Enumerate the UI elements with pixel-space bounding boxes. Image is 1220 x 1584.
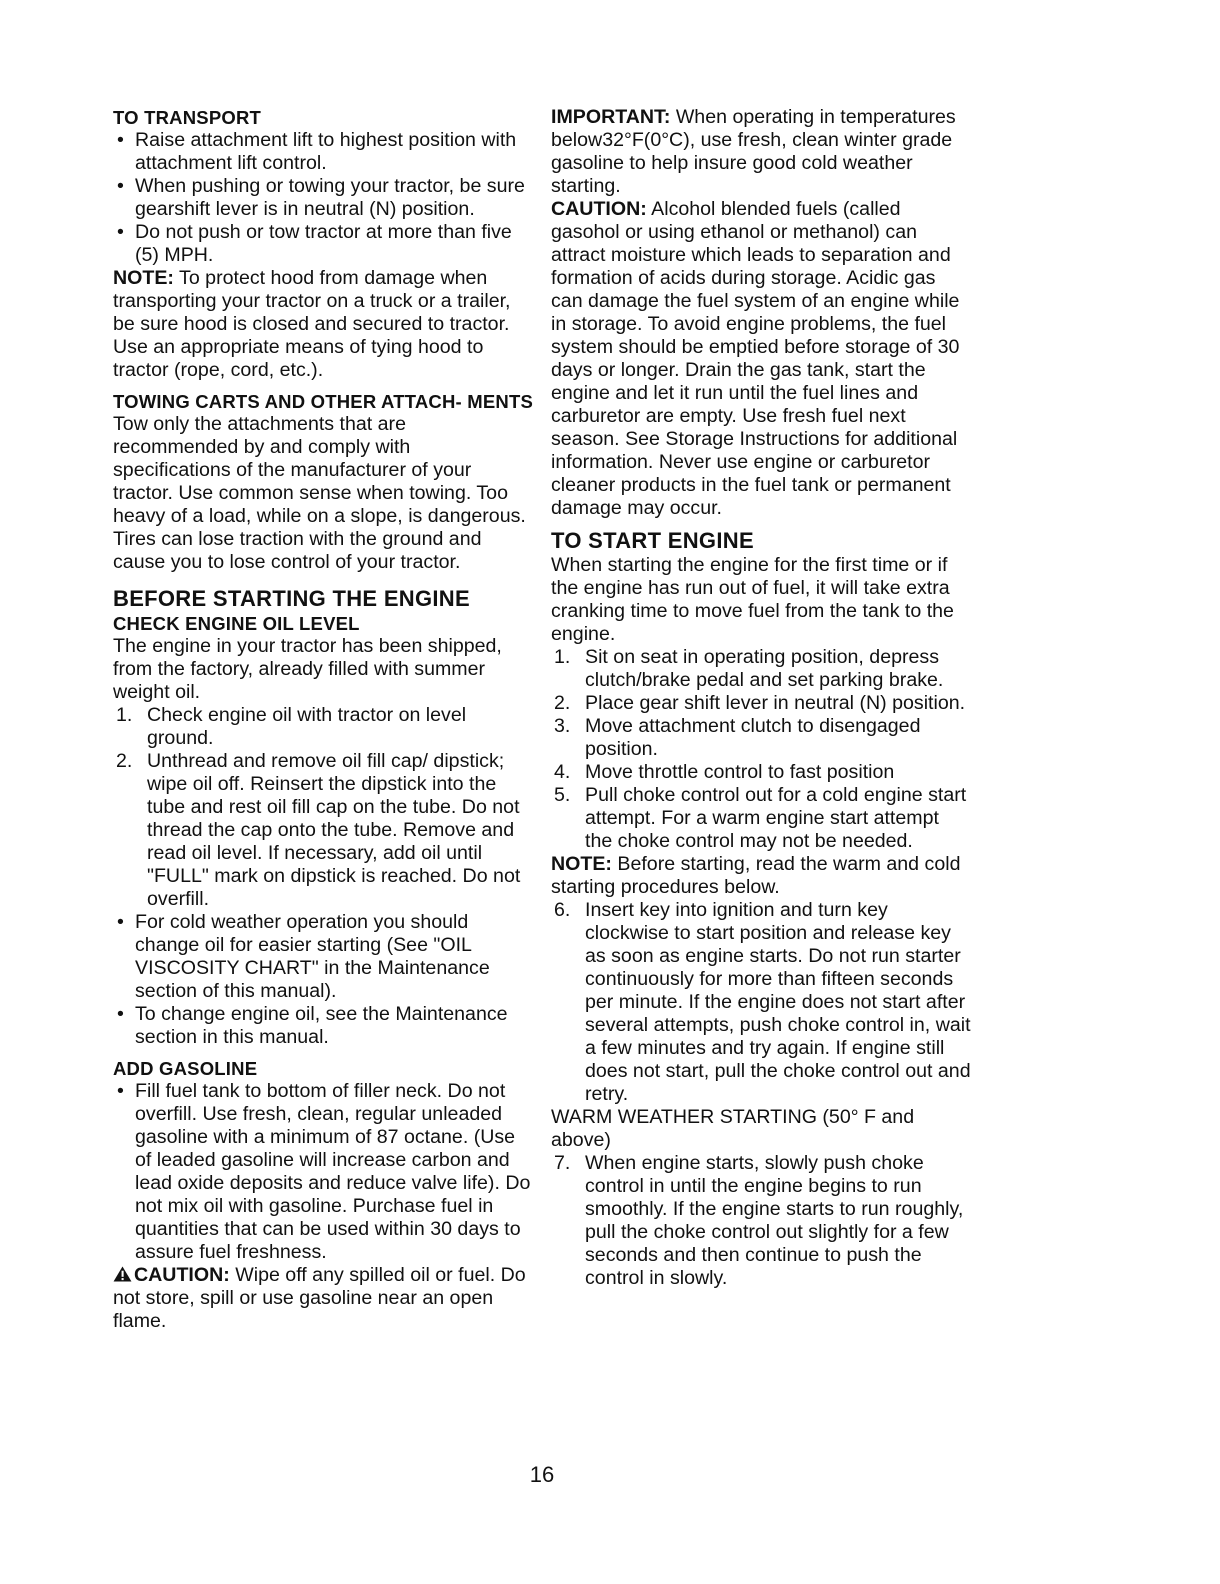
- page-number: 16: [529, 1462, 555, 1487]
- step-text: Check engine oil with tractor on level ground.: [147, 704, 467, 749]
- step-number: 2.: [116, 750, 133, 772]
- step-number: 7.: [554, 1152, 571, 1174]
- gasoline-list: [113, 1080, 533, 1264]
- oil-step: [113, 750, 533, 911]
- step-number: 6.: [554, 899, 571, 921]
- oil-steps: [113, 704, 533, 911]
- oil-intro: The engine in your tractor has been shipped, from the factory, already filled with summer weight oil.: [113, 635, 502, 703]
- step-number: 3.: [554, 715, 571, 737]
- transport-heading: TO TRANSPORT: [113, 107, 262, 128]
- start-step: [551, 646, 971, 692]
- step-number: 4.: [554, 761, 571, 783]
- important-label: IMPORTANT:: [551, 106, 671, 128]
- left-column: [113, 106, 533, 1333]
- note-label: NOTE:: [551, 853, 612, 875]
- step-text: Unthread and remove oil fill cap/ dipstick; wipe oil off. Reinsert the dipstick into the tube and rest oil fill cap on the tube. Do not thread the cap onto the tube. Remove and read oil level. If necessary, add oil until "FULL" mark on dipstick is reached. Do not overfill.: [147, 750, 521, 910]
- transport-bullet: • Raise attachment lift to highest position with attachment lift control.: [113, 129, 533, 175]
- transport-bullet: • When pushing or towing your tractor, be sure gearshift lever is in neutral (N) position.: [113, 175, 533, 221]
- start-step: [551, 761, 971, 784]
- alcohol-caution: [551, 198, 971, 520]
- start-note: [551, 853, 971, 899]
- caution-text: Alcohol blended fuels (called gasohol or using ethanol or methanol) can attract moisture which leads to separation and formation of acids during storage. Acidic gas can damage the fuel system of an engine while in storage. To avoid engine problems, the fuel system should be emptied before storage of 30 days or longer. Drain the gas tank, start the engine and let it run until the fuel lines and carburetor are empty. Use fresh fuel next season. See Storage Instructions for additional information. Never use engine or carburetor cleaner products in the fuel tank or permanent damage may occur.: [551, 198, 960, 519]
- towing-heading: TOWING CARTS AND OTHER ATTACH- MENTS: [113, 391, 533, 412]
- step-text: Pull choke control out for a cold engine start attempt. For a warm engine start attempt the choke control may not be needed.: [585, 784, 967, 852]
- step-text: Place gear shift lever in neutral (N) position.: [585, 692, 966, 714]
- warm-steps: [551, 1152, 971, 1290]
- start-steps-continued: [551, 899, 971, 1106]
- note-text: To protect hood from damage when transporting your tractor on a truck or a trailer, be sure hood is closed and secured to tractor. Use an appropriate means of tying hood to tractor (rope, cord, etc.).: [113, 267, 511, 381]
- start-step: [551, 715, 971, 761]
- start-step: [551, 899, 971, 1106]
- start-intro: When starting the engine for the first time or if the engine has run out of fuel, it will take extra cranking time to move fuel from the tank to the engine.: [551, 554, 954, 645]
- towing-text: Tow only the attachments that are recommended by and comply with specifications of the manufacturer of your tractor. Use common sense when towing. Too heavy of a load, while on a slope, is dangerous. Tires can lose traction with the ground and cause you to lose control of your tractor.: [113, 413, 526, 573]
- oil-bullet: • To change engine oil, see the Maintenance section in this manual.: [113, 1003, 533, 1049]
- step-text: Insert key into ignition and turn key clockwise to start position and release key as soon as engine starts. Do not run starter continuously for more than fifteen seconds per minute. If the engine does not start after several attempts, push choke control in, wait a few minutes and try again. If engine still does not start, pull the choke control out and retry.: [585, 899, 971, 1105]
- start-steps: [551, 646, 971, 853]
- note-label: NOTE:: [113, 267, 174, 289]
- before-starting-heading: BEFORE STARTING THE ENGINE: [113, 586, 470, 611]
- step-text: Move throttle control to fast position: [585, 761, 895, 783]
- important-text: When operating in temperatures below32°F(0°C), use fresh, clean winter grade gasoline to help insure good cold weather starting.: [551, 106, 956, 197]
- start-step: [551, 1152, 971, 1290]
- step-number: 1.: [116, 704, 133, 726]
- right-column: [551, 106, 971, 1290]
- step-number: 5.: [554, 784, 571, 806]
- warm-weather-heading: WARM WEATHER STARTING (50° F and above): [551, 1106, 915, 1151]
- oil-step: [113, 704, 533, 750]
- note-text: Before starting, read the warm and cold starting procedures below.: [551, 853, 961, 898]
- start-step: [551, 692, 971, 715]
- transport-bullet: • Do not push or tow tractor at more than five (5) MPH.: [113, 221, 533, 267]
- gasoline-bullet: • Fill fuel tank to bottom of filler neck. Do not overfill. Use fresh, clean, regular unleaded gasoline with a minimum of 87 octane. (Use of leaded gasoline will increase carbon and lead oxide deposits and reduce valve life). Do not mix oil with gasoline. Purchase fuel in quantities that can be used within 30 days to assure fuel freshness.: [113, 1080, 533, 1264]
- transport-note: [113, 267, 533, 382]
- start-step: [551, 784, 971, 853]
- step-text: Move attachment clutch to disengaged position.: [585, 715, 921, 760]
- transport-list: [113, 129, 533, 267]
- step-text: When engine starts, slowly push choke control in until the engine begins to run smoothly. If the engine starts to run roughly, pull the choke control out slightly for a few seconds and then continue to push the control in slowly.: [585, 1152, 964, 1289]
- oil-bullet: • For cold weather operation you should change oil for easier starting (See "OIL VISCOSITY CHART" in the Maintenance section of this manual).: [113, 911, 533, 1003]
- caution-label: CAUTION:: [134, 1264, 230, 1286]
- check-oil-heading: CHECK ENGINE OIL LEVEL: [113, 613, 360, 634]
- step-number: 2.: [554, 692, 571, 714]
- caution-label: CAUTION:: [551, 198, 647, 220]
- caution-text: Wipe off any spilled oil or fuel. Do not store, spill or use gasoline near an open flame.: [113, 1264, 526, 1332]
- important-note: [551, 106, 971, 198]
- step-text: Sit on seat in operating position, depress clutch/brake pedal and set parking brake.: [585, 646, 944, 691]
- add-gasoline-heading: ADD GASOLINE: [113, 1058, 258, 1079]
- oil-bullets: [113, 911, 533, 1049]
- step-number: 1.: [554, 646, 571, 668]
- start-engine-heading: TO START ENGINE: [551, 528, 754, 553]
- gasoline-caution: [113, 1264, 533, 1333]
- warning-triangle-icon: [113, 1266, 132, 1282]
